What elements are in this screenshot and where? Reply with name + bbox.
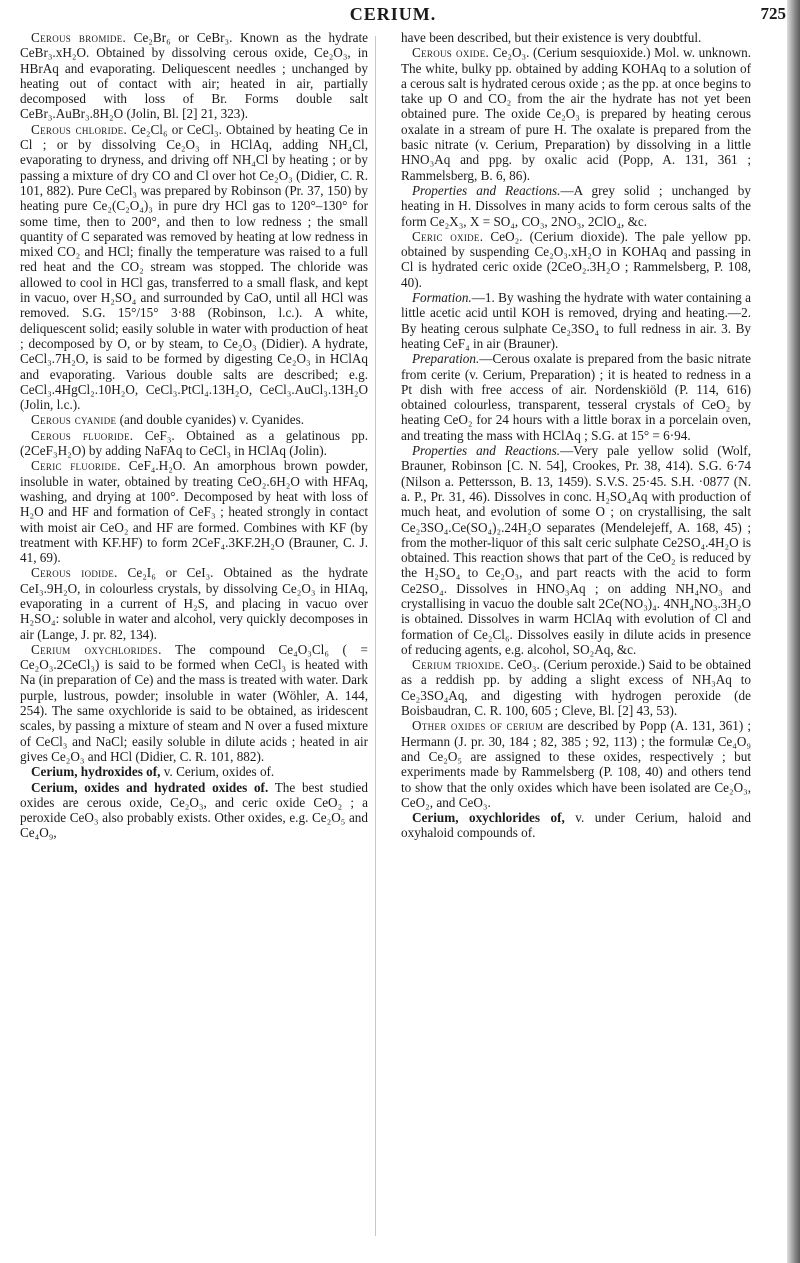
entry-heading: Properties and Reactions.	[412, 182, 561, 198]
entry-heading: Cerium, hydroxides of,	[31, 764, 161, 780]
entry-heading: Ceric oxide.	[412, 228, 484, 244]
entry-cerous-iodide	[20, 565, 368, 641]
entry-preparation	[401, 351, 751, 443]
entry-text: are described by Popp (A. 131, 361) ; Hermann (J. pr. 30, 184 ; 82, 385 ; 92, 113) ; the formulæ Ce₄O₉ and Ce₂O₅ are assigned to these oxides, respectively ; but experiments made by Rammelsberg (P. 108, 40) and others tend to show that the only oxides which have been isolated are Ce₂O₃, CeO₂, and CeO₃.	[401, 718, 751, 810]
page-edge-shadow	[787, 0, 800, 1263]
entry-properties-reactions-ceric	[401, 443, 751, 657]
entry-other-oxides	[401, 718, 751, 810]
page-number: 725	[760, 4, 786, 23]
running-title: CERIUM.	[349, 4, 437, 24]
entry-cerium-hydroxides	[20, 764, 368, 779]
entry-cerous-fluoride	[20, 428, 368, 459]
entry-heading: Ceric fluoride.	[31, 458, 121, 474]
entry-heading: Other oxides of cerium	[412, 718, 544, 734]
entry-text: Ce₂Cl₆ or CeCl₃. Obtained by heating Ce in Cl ; or by dissolving Ce₂O₃ in HClAq, adding NH₄Cl, evaporating to dryness, and driving off NH₄Cl by heating ; or by passing a mixture of dry CO and Cl over hot Ce₂O₃ (Didier, C. R. 101, 882). Pure CeCl₃ was prepared by Robinson (Pr. 37, 150) by heating pure Ce₂(C₂O₄)₃ in pure dry HCl gas to 120°–130° for some time, then to 200°, and then to low redness ; the small quantity of C separated was removed by heating at low redness in mixed CO₂ and HCl; finally the temperature was raised to a full red heat and the CO₂ stream was stopped. The chloride was allowed to cool in HCl gas, transferred to a small flask, and kept in vacuo, over H₂SO₄ and surrounded by CaO, until all HCl was removed. S.G. 15°/15° 3·88 (Robinson, l.c.). A white, deliquescent solid; easily soluble in water with production of heat ; decomposed by O, or by steam, to Ce₂O₃ (Didier). A hydrate, CeCl₃.7H₂O, is said to be formed by digesting Ce₂O₃ in HClAq and evaporating. Various double salts are described; e.g. CeCl₃.4HgCl₂.10H₂O, CeCl₃.PtCl₄.13H₂O, CeCl₃.AuCl₃.13H₂O (Jolin, l.c.).	[20, 121, 368, 413]
entry-text: Ce₂O₃. (Cerium sesquioxide.) Mol. w. unknown. The white, bulky pp. obtained by adding KOHAq to a solution of a cerous salt is hydrated cerous oxide ; as the pp. at once begins to take up O and CO₂ from the air the hydrate has not yet been obtained pure. The oxide Ce₂O₃ is prepared by heating cerous oxalate in a stream of pure H. The oxalate is prepared from the basic nitrate (v. Cerium, Preparation) by dissolving in a little HNO₃Aq and ppg. by oxalic acid (Popp, A. 131, 361 ; Rammelsberg, B. 6, 86).	[401, 45, 751, 183]
entry-heading: Properties and Reactions.	[412, 443, 561, 459]
entry-cerium-oxides	[20, 780, 368, 841]
entry-text: CeO₃. (Cerium peroxide.) Said to be obtained as a reddish pp. by adding a slight excess of NH₃Aq to Ce₂3SO₄Aq, and digesting with hydrogen peroxide (de Boisbaudran, C. R. 100, 605 ; Cleve, Bl. [2] 43, 53).	[401, 657, 751, 719]
entry-text: —Very pale yellow solid (Wolf, Brauner, Robinson [C. N. 54], Crookes, Pr. 38, 414). S.G. 6·74 (Nilson a. Pettersson, B. 13, 1459). S.V.S. 25·45. S.H. ·0877 (N. a. P., Pr. 31, 46). Dissolves in conc. H₂SO₄Aq with production of much heat, and evolution of some O ; on crystallising, the salt Ce₂3SO₄.Ce(SO₄)₂.24H₂O separates (Mendelejeff, A. 168, 45) ; from the mother-liquor of this salt ceric sulphate Ce2SO₄.4H₂O is obtained. This reaction shows that part of the CeO₂ is reduced by the H₂SO₄ to Ce₂O₃, and part reacts with the acid to form Ce2SO₄. Dissolves in HNO₃Aq ; on adding NH₄NO₃ and crystallising in vacuo the double salt 2Ce(NO₃)₄. 4NH₄NO₃.3H₂O is obtained. Dissolves in warm HClAq with evolution of Cl and formation of Ce₂Cl₆. Dissolves easily in dilute acids in presence of reducing agents, e.g. alcohol, SO₂Aq, &c.	[401, 443, 752, 657]
entry-text: The compound Ce₄O₃Cl₆ ( = Ce₂O₃.2CeCl₃) is said to be formed when CeCl₃ is heated with Na (in preparation of Ce) and the mass is treated with water. Dark purple, lustrous, powder; insoluble in water (Wöhler, A. 144, 254). The same oxychloride is said to be obtained, as iridescent scales, by passing a mixture of steam and N over a fused mixture of CeCl₃ and NaCl; easily soluble in dilute acids ; heated in air gives Ce₂O₃ and HCl (Didier, C. R. 101, 882).	[20, 641, 368, 764]
entry-heading: Preparation.	[412, 351, 480, 367]
entry-heading: Formation.	[412, 290, 472, 306]
entry-cerous-bromide	[20, 30, 368, 122]
entry-heading: Cerium oxychlorides.	[31, 641, 162, 657]
entry-text: CeF₄.H₂O. An amorphous brown powder, insoluble in water, obtained by treating CeO₂.6H₂O with HFAq, washing, and drying at 100°. Decomposed by heat with loss of H₂O and HF and formation of CeF₃ ; heated strongly in contact with moist air CeO₂ and HF are formed. Combines with KF (by treatment with KF.HF) to form 2CeF₄.3KF.2H₂O (Brauner, C. J. 41, 69).	[20, 458, 369, 566]
entry-cerous-cyanide	[20, 412, 368, 427]
entry-continuation	[401, 30, 751, 45]
left-column	[20, 30, 368, 841]
entry-heading: Cerous iodide.	[31, 565, 118, 581]
entry-heading: Cerous oxide.	[412, 45, 490, 61]
entry-cerium-oxychlorides-ref	[401, 810, 751, 841]
entry-heading: Cerium, oxides and hydrated oxides of.	[31, 779, 269, 795]
entry-text: The best studied oxides are cerous oxide, Ce₂O₃, and ceric oxide CeO₂ ; a peroxide CeO₃ also probably exists. Other oxides, e.g. Ce₂O₅ and Ce₄O₉,	[20, 779, 368, 841]
entry-cerium-oxychlorides	[20, 642, 368, 764]
entry-heading: Cerous bromide.	[31, 30, 127, 45]
entry-text: v. under Cerium, haloid and oxyhaloid compounds of.	[401, 810, 751, 841]
entry-ceric-oxide	[401, 229, 751, 290]
entry-text: —1. By washing the hydrate with water containing a little acetic acid until KOH is removed, drying and heating.—2. By heating cerous sulphate Ce₂3SO₄ to full redness in air. 3. By heating CeF₄ in air (Brauner).	[401, 290, 751, 351]
entry-text: have been described, but their existence is very doubtful.	[401, 30, 702, 45]
entry-text: Ce₂I₆ or CeI₃. Obtained as the hydrate CeI₃.9H₂O, in colourless crystals, by dissolving Ce₂O₃ in HIAq, evaporating in a current of H₂S, and placing in vacuo over H₂SO₄: soluble in water and alcohol, very quickly decomposes in air (Lange, J. pr. 82, 134).	[20, 565, 368, 642]
running-head	[0, 2, 786, 28]
entry-heading: Cerium, oxychlorides of,	[412, 810, 565, 826]
entry-cerous-chloride	[20, 122, 368, 413]
entry-text: —A grey solid ; unchanged by heating in H. Dissolves in many acids to form cerous salts of the form Ce₂X₃, X = SO₄, CO₃, 2NO₃, 2ClO₄, &c.	[401, 182, 751, 229]
entry-text: CeF₃. Obtained as a gelatinous pp. (2CeF₃H₂O) by adding NaFAq to CeCl₃ in HClAq (Jolin).	[20, 427, 368, 459]
entry-cerous-oxide	[401, 45, 751, 183]
right-column	[401, 30, 751, 841]
entry-properties-reactions	[401, 183, 751, 229]
entry-text: v. Cerium, oxides of.	[160, 764, 275, 780]
entry-ceric-fluoride	[20, 458, 368, 565]
entry-text: —Cerous oxalate is prepared from the basic nitrate from cerite (v. Cerium, Preparation) ; it is heated to redness in a Pt dish with free access of air. Nordenskiöld (P. 114, 616) obtained colourless, transparent, tesseral crystals of CeO₂ by heating CeO₂ for 24 hours with a little borax in a porcelain oven, and treating the mass with HClAq ; S.G. at 15° = 6·94.	[401, 351, 751, 443]
entry-cerium-trioxide	[401, 657, 751, 718]
entry-formation	[401, 290, 751, 351]
entry-text: CeO₂. (Cerium dioxide). The pale yellow pp. obtained by suspending Ce₂O₃.xH₂O in KOHAq and passing in Cl is hydrated ceric oxide (2CeO₂.3H₂O ; Rammelsberg, P. 108, 40).	[401, 228, 751, 290]
entry-heading: Cerous fluoride.	[31, 427, 134, 443]
entry-text: (and double cyanides) v. Cyanides.	[116, 412, 305, 428]
entry-heading: Cerium trioxide.	[412, 657, 505, 673]
entry-heading: Cerous cyanide	[31, 412, 117, 428]
column-divider	[375, 36, 376, 1236]
entry-text: Ce₂Br₆ or CeBr₃. Known as the hydrate CeBr₃.xH₂O. Obtained by dissolving cerous oxide, Ce₂O₃, in HBrAq and evaporating. Deliquescent needles ; unchanged by heating out of contact with air; heated in air, partially decomposed with loss of Br. Forms double salt CeBr₃.AuBr₃.8H₂O (Jolin, Bl. [2] 21, 323).	[20, 30, 368, 122]
entry-heading: Cerous chloride.	[31, 121, 128, 137]
